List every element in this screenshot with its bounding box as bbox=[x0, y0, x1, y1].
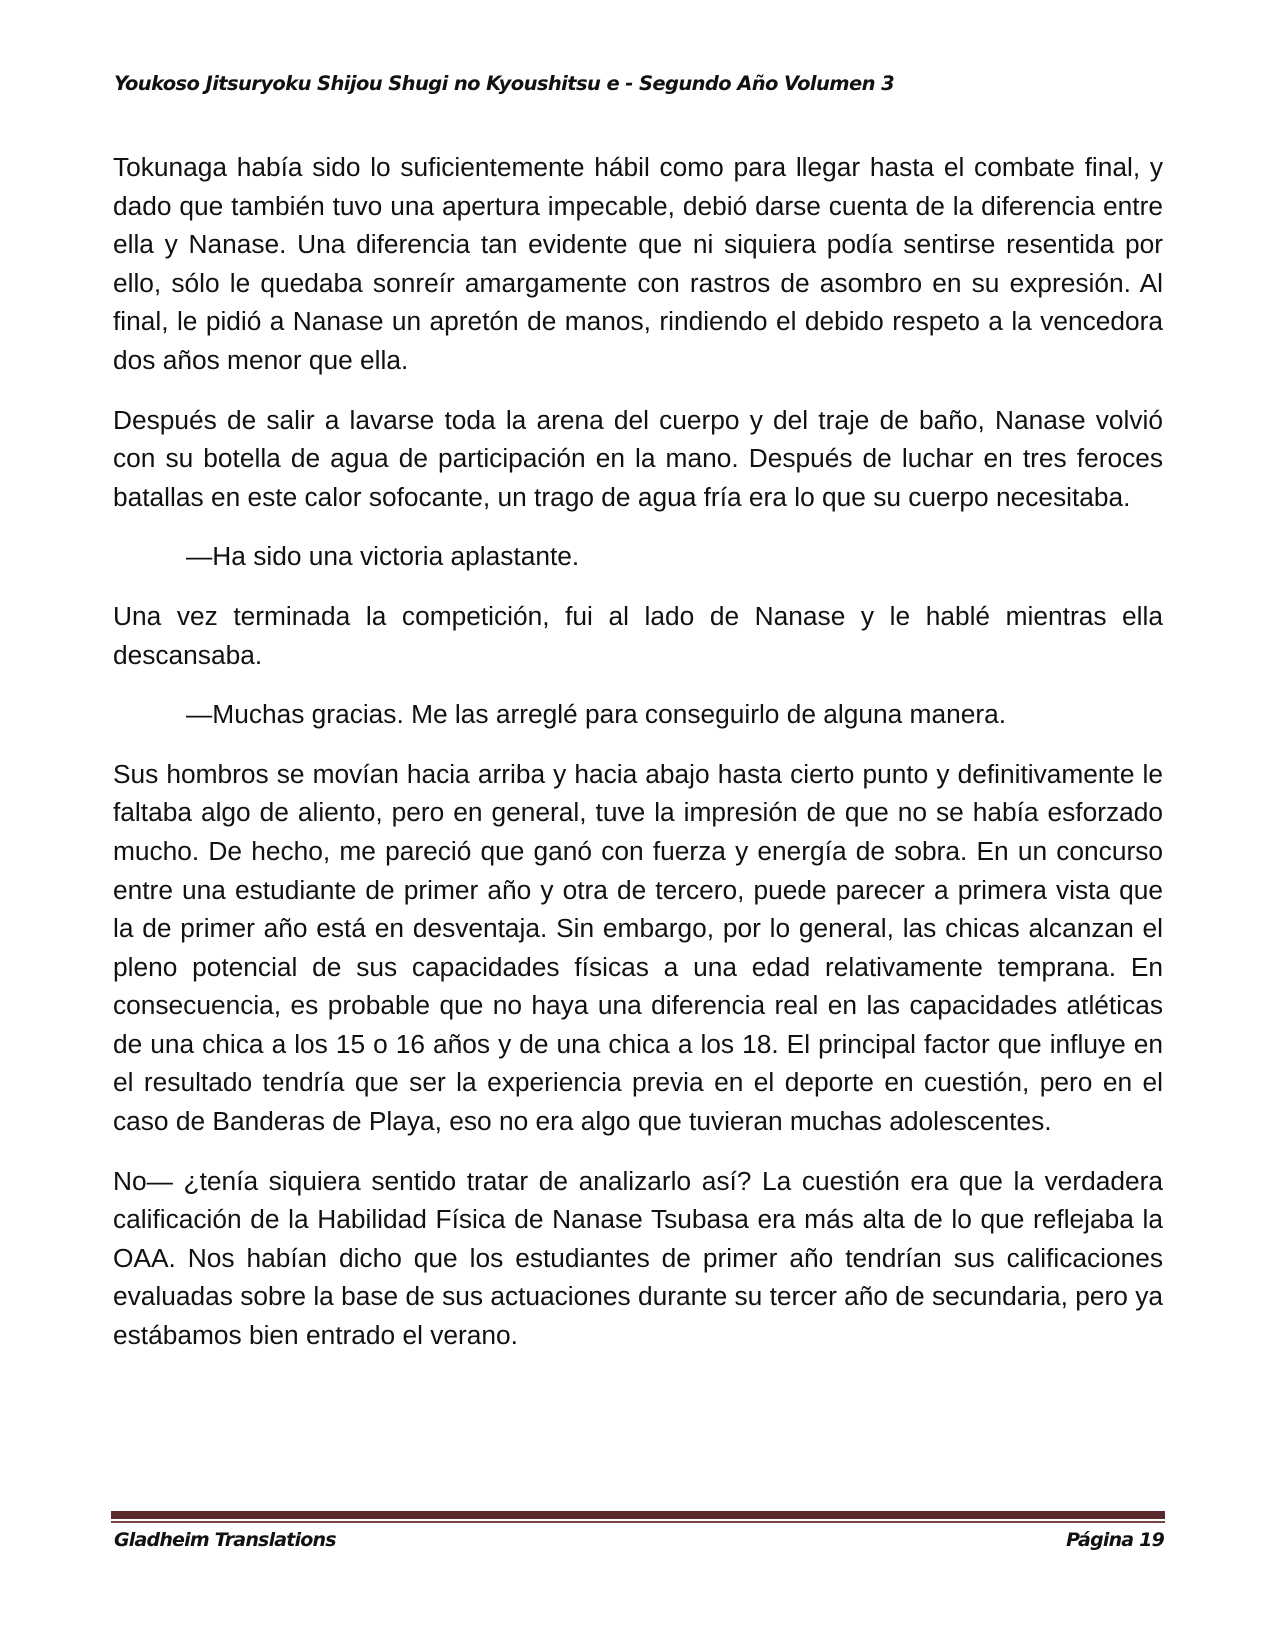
translator-credit: Gladheim Translations bbox=[114, 1529, 336, 1551]
page-number: Página 19 bbox=[1066, 1529, 1164, 1551]
page-footer bbox=[114, 1525, 1164, 1555]
running-header bbox=[114, 72, 1164, 95]
dialogue-line: —Ha sido una victoria aplastante. bbox=[186, 541, 580, 572]
paragraph: Una vez terminada la competición, fui al lado de Nanase y le hablé mientras ella descansaba. bbox=[113, 600, 1163, 670]
footer-rule bbox=[111, 1511, 1165, 1519]
paragraph: Sus hombros se movían hacia arriba y hacia abajo hasta cierto punto y definitivamente le faltaba algo de aliento, pero en general, tuve la impresión de que no se había esforzado mucho. De hecho, me pareció que ganó con fuerza y energía de sobra. En un concurso entre una estudiante de primer año y otra de tercero, puede parecer a primera vista que la de primer año está en desventaja. Sin embargo, por lo general, las chicas alcanzan el pleno potencial de sus capacidades físicas a una edad relativamente temprana. En consecuencia, es probable que no haya una diferencia real en las capacidades atléticas de una chica a los 15 o 16 años y de una chica a los 18. El principal factor que influye en el resultado tendría que ser la experiencia previa en el deporte en cuestión, pero en el caso de Banderas de Playa, eso no era algo que tuvieran muchas adolescentes. bbox=[113, 758, 1163, 1137]
paragraph: Tokunaga había sido lo suficientemente hábil como para llegar hasta el combate final, y dado que también tuvo una apertura impecable, debió darse cuenta de la diferencia entre ella y Nanase. Una diferencia tan evidente que ni siquiera podía sentirse resentida por ello, sólo le quedaba sonreír amargamente con rastros de asombro en su expresión. Al final, le pidió a Nanase un apretón de manos, rindiendo el debido respeto a la vencedora dos años menor que ella. bbox=[113, 152, 1163, 375]
footer-rule-thin bbox=[111, 1521, 1165, 1523]
page-body bbox=[113, 148, 1163, 1376]
book-title: Youkoso Jitsuryoku Shijou Shugi no Kyoushitsu e - Segundo Año Volumen 3 bbox=[114, 72, 895, 95]
paragraph: Después de salir a lavarse toda la arena del cuerpo y del traje de baño, Nanase volvió con su botella de agua de participación en la mano. Después de luchar en tres feroces batallas en este calor sofocante, un trago de agua fría era lo que su cuerpo necesitaba. bbox=[113, 404, 1163, 512]
dialogue-line: —Muchas gracias. Me las arreglé para conseguirlo de alguna manera. bbox=[186, 699, 1007, 730]
paragraph: No— ¿tenía siquiera sentido tratar de analizarlo así? La cuestión era que la verdadera calificación de la Habilidad Física de Nanase Tsubasa era más alta de lo que reflejaba la OAA. Nos habían dicho que los estudiantes de primer año tendrían sus calificaciones evaluadas sobre la base de sus actuaciones durante su tercer año de secundaria, pero ya estábamos bien entrado el verano. bbox=[113, 1165, 1163, 1351]
